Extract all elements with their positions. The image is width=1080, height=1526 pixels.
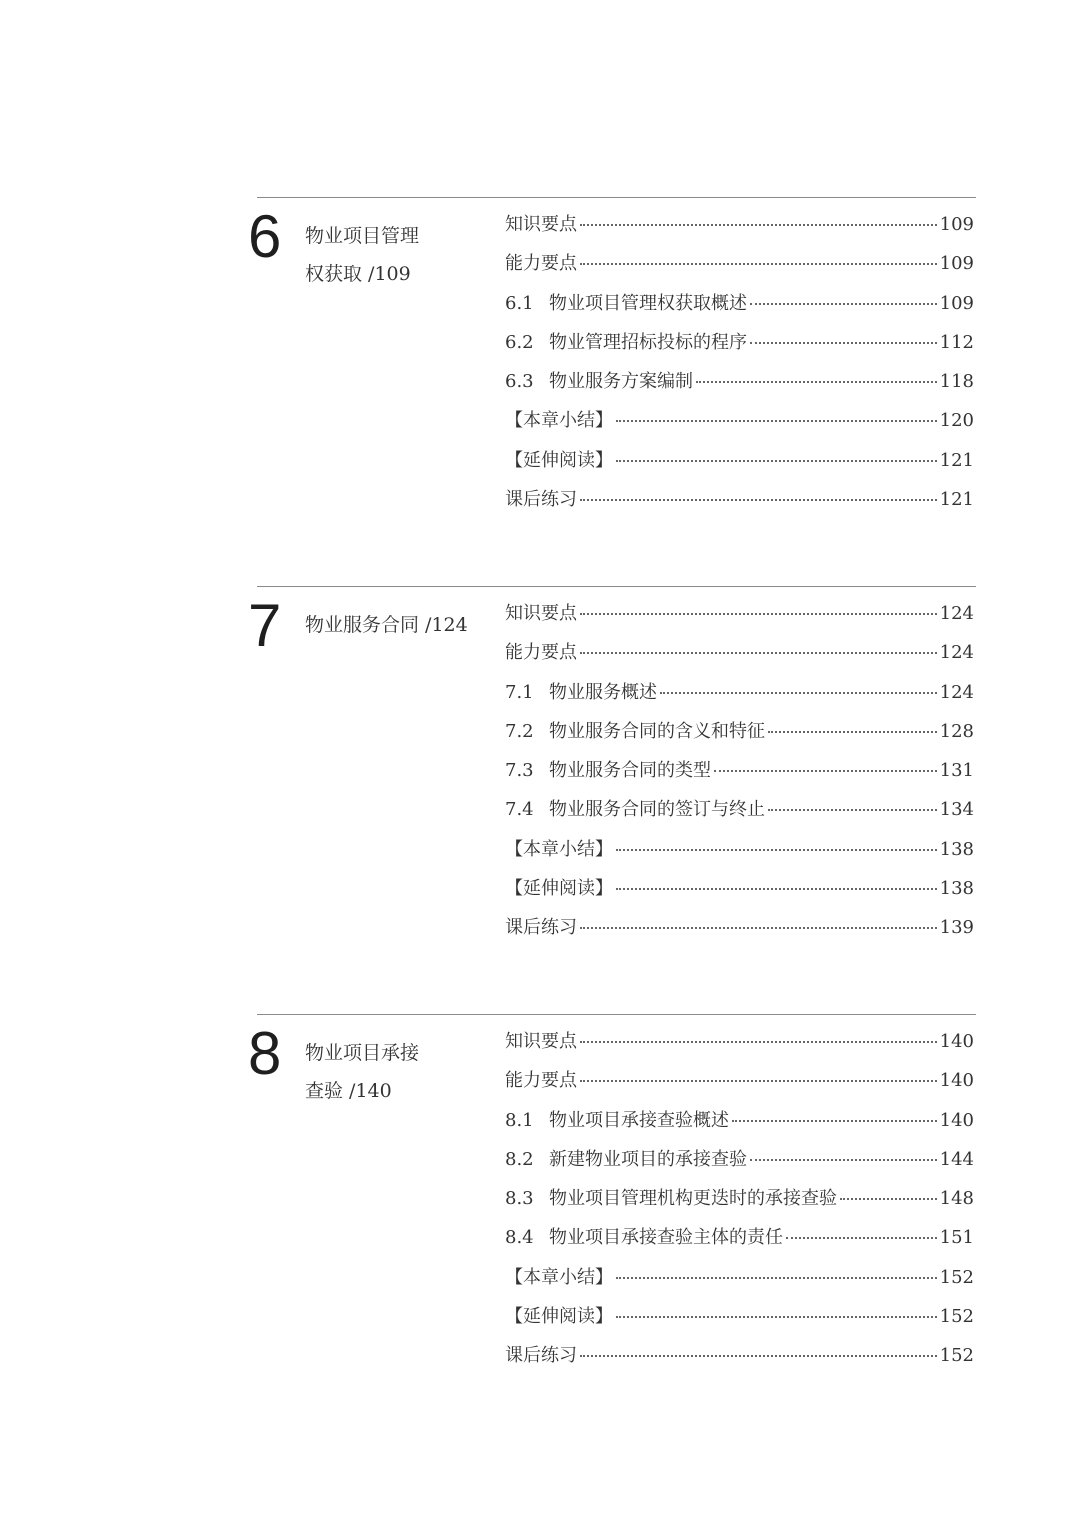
entry-label: 物业服务合同的类型 [549, 760, 711, 782]
chapter-divider [257, 1014, 976, 1015]
toc-entry[interactable] [505, 1140, 974, 1179]
toc-entry[interactable] [505, 1101, 974, 1140]
toc-entry[interactable] [505, 323, 974, 362]
toc-entry[interactable] [505, 830, 974, 869]
toc-entry[interactable] [505, 480, 974, 519]
dot-leader [580, 263, 937, 265]
page-number: 151 [939, 1227, 974, 1249]
page-number: 109 [939, 292, 974, 314]
chapter-title [305, 606, 480, 644]
entry-label: 【本章小结】 [505, 410, 613, 432]
dot-leader [580, 224, 937, 226]
page-number: 139 [939, 917, 974, 939]
toc-entry[interactable] [505, 673, 974, 712]
page-number: 138 [939, 878, 974, 900]
page-number: 144 [939, 1148, 974, 1170]
entry-label: 新建物业项目的承接查验 [549, 1148, 747, 1170]
entry-label: 课后练习 [505, 917, 577, 939]
toc-entry[interactable] [505, 284, 974, 323]
toc-entry[interactable] [505, 401, 974, 440]
chapter-title-line: 物业项目管理 [305, 225, 420, 247]
section-number: 6.1 [505, 292, 534, 314]
dot-leader [616, 888, 937, 890]
entry-label: 【延伸阅读】 [505, 1306, 613, 1328]
dot-leader [786, 1237, 937, 1239]
toc-entries [505, 205, 974, 519]
entry-label: 【延伸阅读】 [505, 878, 613, 900]
section-number: 8.1 [505, 1109, 534, 1131]
page-number: 128 [939, 720, 974, 742]
dot-leader [616, 460, 937, 462]
toc-entry[interactable] [505, 1297, 974, 1336]
page-number: 124 [939, 603, 974, 624]
page-number: 152 [939, 1306, 974, 1328]
toc-entry[interactable] [505, 441, 974, 480]
entry-label: 【本章小结】 [505, 838, 613, 860]
toc-entry[interactable] [505, 1258, 974, 1297]
toc-entry[interactable] [505, 790, 974, 829]
entry-label: 物业项目管理权获取概述 [549, 292, 747, 314]
dot-leader [580, 652, 937, 654]
page-number: 109 [939, 253, 974, 275]
chapter-number: 8 [248, 1020, 282, 1087]
page-number: 140 [939, 1109, 974, 1131]
toc-entry[interactable] [505, 244, 974, 283]
dot-leader [580, 1355, 937, 1357]
page-number: 152 [939, 1345, 974, 1367]
dot-leader [616, 420, 937, 422]
toc-entries [505, 1022, 974, 1376]
chapter-title-line: 权获取 /109 [305, 263, 411, 285]
chapter-title-line: 查验 /140 [305, 1080, 392, 1102]
section-number: 7.3 [505, 760, 534, 782]
page-number: 121 [939, 489, 974, 511]
entry-label: 物业项目承接查验主体的责任 [549, 1227, 783, 1249]
entry-label: 物业服务方案编制 [549, 371, 693, 393]
toc-entry[interactable] [505, 594, 974, 633]
section-number: 8.4 [505, 1227, 534, 1249]
page-number: 134 [939, 799, 974, 821]
page-number: 109 [939, 214, 974, 235]
dot-leader [616, 849, 937, 851]
dot-leader [750, 342, 937, 344]
dot-leader [714, 770, 937, 772]
chapter-divider [257, 586, 976, 587]
dot-leader [616, 1316, 937, 1318]
entry-label: 【本章小结】 [505, 1266, 613, 1288]
dot-leader [750, 303, 937, 305]
entry-label: 物业管理招标投标的程序 [549, 331, 747, 353]
entry-label: 物业服务合同的含义和特征 [549, 720, 765, 742]
toc-entry[interactable] [505, 751, 974, 790]
entry-label: 知识要点 [505, 603, 577, 624]
page-number: 131 [939, 760, 974, 782]
toc-entry[interactable] [505, 633, 974, 672]
toc-entry[interactable] [505, 908, 974, 947]
dot-leader [580, 613, 937, 615]
toc-entry[interactable] [505, 712, 974, 751]
entry-label: 知识要点 [505, 214, 577, 235]
section-number: 8.3 [505, 1188, 534, 1210]
toc-entry[interactable] [505, 869, 974, 908]
entry-label: 能力要点 [505, 642, 577, 664]
toc-entry[interactable] [505, 1336, 974, 1375]
section-number: 7.4 [505, 799, 534, 821]
dot-leader [768, 809, 937, 811]
page-number: 124 [939, 642, 974, 664]
entry-label: 物业项目承接查验概述 [549, 1109, 729, 1131]
dot-leader [696, 381, 937, 383]
toc-entry[interactable] [505, 1022, 974, 1061]
toc-entry[interactable] [505, 1179, 974, 1218]
chapter-title-line: 物业项目承接 [305, 1042, 420, 1064]
toc-entry[interactable] [505, 1218, 974, 1257]
toc-entry[interactable] [505, 362, 974, 401]
page-number: 118 [939, 371, 974, 393]
dot-leader [840, 1198, 937, 1200]
chapter-number: 7 [248, 592, 282, 659]
entry-label: 能力要点 [505, 1070, 577, 1092]
entry-label: 课后练习 [505, 489, 577, 511]
toc-entries [505, 594, 974, 948]
dot-leader [750, 1159, 937, 1161]
entry-label: 知识要点 [505, 1031, 577, 1052]
page-number: 140 [939, 1031, 974, 1052]
section-number: 7.2 [505, 720, 534, 742]
entry-label: 课后练习 [505, 1345, 577, 1367]
dot-leader [580, 499, 937, 501]
page-number: 138 [939, 838, 974, 860]
toc-entry[interactable] [505, 205, 974, 244]
toc-entry[interactable] [505, 1061, 974, 1100]
dot-leader [580, 927, 937, 929]
entry-label: 物业项目管理机构更迭时的承接查验 [549, 1188, 837, 1210]
page-number: 121 [939, 449, 974, 471]
dot-leader [768, 731, 937, 733]
section-number: 6.2 [505, 331, 534, 353]
chapter-title [305, 217, 480, 293]
page-number: 120 [939, 410, 974, 432]
section-number: 6.3 [505, 371, 534, 393]
page-number: 140 [939, 1070, 974, 1092]
chapter-number: 6 [248, 203, 282, 270]
section-number: 7.1 [505, 681, 534, 703]
chapter-title [305, 1034, 480, 1110]
page-number: 152 [939, 1266, 974, 1288]
page-number: 124 [939, 681, 974, 703]
page-number: 112 [939, 331, 974, 353]
dot-leader [660, 692, 937, 694]
entry-label: 能力要点 [505, 253, 577, 275]
entry-label: 物业服务概述 [549, 681, 657, 703]
chapter-title-line: 物业服务合同 /124 [305, 614, 468, 636]
entry-label: 物业服务合同的签订与终止 [549, 799, 765, 821]
dot-leader [580, 1080, 937, 1082]
dot-leader [732, 1120, 937, 1122]
page-number: 148 [939, 1188, 974, 1210]
chapter-divider [257, 197, 976, 198]
dot-leader [616, 1277, 937, 1279]
entry-label: 【延伸阅读】 [505, 449, 613, 471]
dot-leader [580, 1041, 937, 1043]
section-number: 8.2 [505, 1148, 534, 1170]
